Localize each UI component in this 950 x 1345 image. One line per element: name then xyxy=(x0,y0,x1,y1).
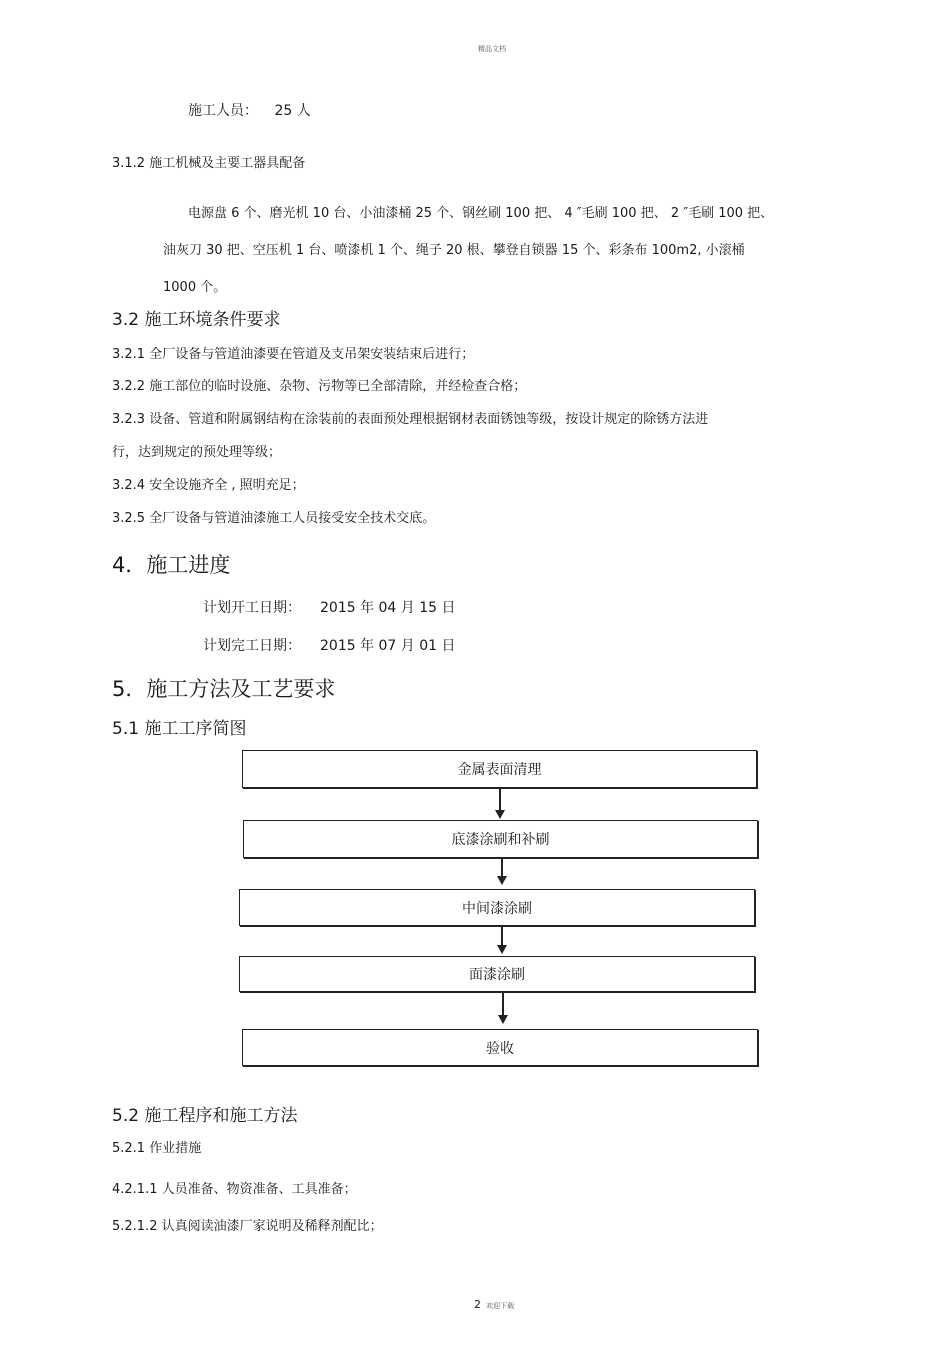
staff-value: 25 人 xyxy=(274,103,311,119)
equipment-line-3: 1000 个。 xyxy=(163,280,227,295)
section-3-1-2-title: 3.1.2 施工机械及主要工器具配备 xyxy=(112,156,306,171)
section-3-2-title: 3.2 施工环境条件要求 xyxy=(112,310,281,330)
flow-step-intermediate-coat: 中间漆涂刷 xyxy=(239,889,755,926)
page-number: 2 xyxy=(474,1298,481,1311)
section-5-2-1-2: 5.2.1.2 认真阅读油漆厂家说明及稀释剂配比； xyxy=(112,1219,383,1234)
page-header: 精品文档 xyxy=(478,45,506,53)
section-5-2-title: 5.2 施工程序和施工方法 xyxy=(112,1106,298,1126)
section-3-2-3-cont: 行，达到规定的预处理等级； xyxy=(112,445,282,460)
flow-step-acceptance: 验收 xyxy=(242,1029,758,1066)
planned-start-label: 计划开工日期： xyxy=(203,600,301,616)
section-3-2-5: 3.2.5 全厂设备与管道油漆施工人员接受安全技术交底。 xyxy=(112,511,436,526)
planned-start-date: 2015 年 04 月 15 日 xyxy=(320,600,456,616)
page-footer xyxy=(474,1293,514,1312)
flow-step-primer: 底漆涂刷和补刷 xyxy=(243,820,758,858)
section-3-2-2: 3.2.2 施工部位的临时设施、杂物、污物等已全部清除，并经检查合格； xyxy=(112,379,527,394)
planned-end-label: 计划完工日期： xyxy=(203,638,301,654)
section-5-2-1: 5.2.1 作业措施 xyxy=(112,1141,202,1156)
equipment-line-1: 电源盘 6 个、磨光机 10 台、小油漆桶 25 个、钢丝刷 100 把、 4 ″毛刷 100 把、 2 ″毛刷 100 把、 xyxy=(188,206,774,221)
section-3-2-3: 3.2.3 设备、管道和附属钢结构在涂装前的表面预处理根据钢材表面锈蚀等级，按设计规定的除锈方法进 xyxy=(112,412,709,427)
staff-label: 施工人员： xyxy=(188,103,258,119)
section-5-1-title: 5.1 施工工序简图 xyxy=(112,719,247,739)
section-4-2-1-1: 4.2.1.1 人员准备、物资准备、工具准备； xyxy=(112,1182,357,1197)
planned-end-date: 2015 年 07 月 01 日 xyxy=(320,638,456,654)
flow-step-topcoat: 面漆涂刷 xyxy=(239,956,755,992)
section-5-title: 5．施工方法及工艺要求 xyxy=(112,677,336,701)
section-3-2-1: 3.2.1 全厂设备与管道油漆要在管道及支吊架安装结束后进行； xyxy=(112,347,475,362)
footer-text: 欢迎下载 xyxy=(486,1302,515,1310)
section-3-2-4: 3.2.4 安全设施齐全 , 照明充足； xyxy=(112,478,305,493)
equipment-line-2: 油灰刀 30 把、空压机 1 台、喷漆机 1 个、绳子 20 根、攀登自锁器 15 个、彩条布 100m2, 小滚桶 xyxy=(163,243,745,258)
staff-line xyxy=(188,100,311,120)
section-4-title: 4．施工进度 xyxy=(112,553,231,577)
flow-step-metal-cleaning: 金属表面清理 xyxy=(242,750,757,788)
